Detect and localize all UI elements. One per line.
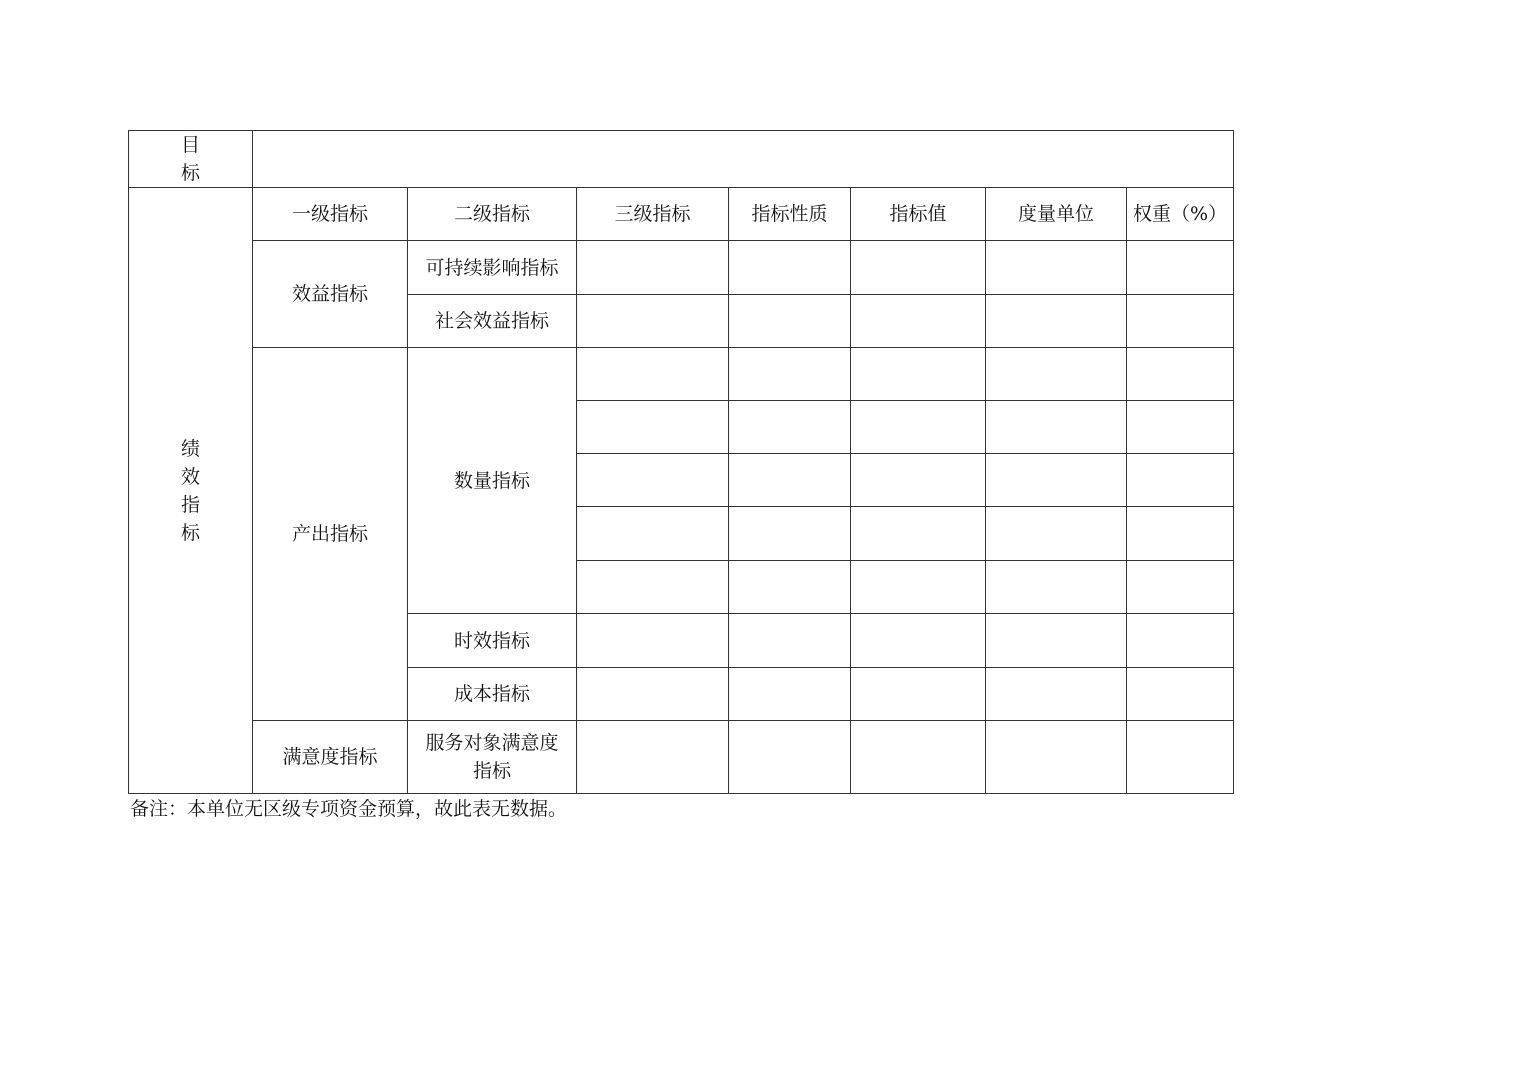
empty-cell bbox=[986, 348, 1127, 401]
empty-cell bbox=[986, 241, 1127, 295]
empty-cell bbox=[577, 295, 729, 348]
empty-cell bbox=[986, 721, 1127, 794]
level1-benefit: 效益指标 bbox=[253, 241, 408, 348]
level2-timeliness: 时效指标 bbox=[408, 614, 577, 668]
empty-cell bbox=[1127, 295, 1234, 348]
empty-cell bbox=[729, 348, 851, 401]
header-unit: 度量单位 bbox=[986, 188, 1127, 241]
empty-cell bbox=[851, 614, 986, 668]
level2-service-satisfaction: 服务对象满意度指标 bbox=[425, 732, 559, 782]
empty-cell bbox=[986, 401, 1127, 454]
empty-cell bbox=[729, 614, 851, 668]
empty-cell bbox=[577, 668, 729, 721]
level2-quantity: 数量指标 bbox=[408, 348, 577, 614]
empty-cell bbox=[577, 241, 729, 295]
empty-cell bbox=[851, 401, 986, 454]
empty-cell bbox=[729, 454, 851, 507]
empty-cell bbox=[729, 295, 851, 348]
header-value: 指标值 bbox=[851, 188, 986, 241]
level2-cost: 成本指标 bbox=[408, 668, 577, 721]
empty-cell bbox=[1127, 614, 1234, 668]
empty-cell bbox=[729, 668, 851, 721]
empty-cell bbox=[986, 614, 1127, 668]
performance-table bbox=[128, 130, 1234, 794]
header-row bbox=[129, 188, 1234, 241]
empty-cell bbox=[729, 561, 851, 614]
empty-cell bbox=[1127, 348, 1234, 401]
empty-cell bbox=[577, 561, 729, 614]
empty-cell bbox=[577, 454, 729, 507]
empty-cell bbox=[1127, 454, 1234, 507]
target-content-cell bbox=[253, 131, 1234, 188]
performance-label: 绩效指标 bbox=[180, 437, 200, 544]
level1-satisfaction: 满意度指标 bbox=[253, 721, 408, 794]
empty-cell bbox=[1127, 668, 1234, 721]
header-level3: 三级指标 bbox=[577, 188, 729, 241]
target-row bbox=[129, 131, 1234, 188]
header-level2: 二级指标 bbox=[408, 188, 577, 241]
empty-cell bbox=[729, 401, 851, 454]
target-label: 目标 bbox=[180, 134, 200, 184]
empty-cell bbox=[1127, 241, 1234, 295]
empty-cell bbox=[851, 668, 986, 721]
empty-cell bbox=[851, 507, 986, 561]
empty-cell bbox=[1127, 561, 1234, 614]
empty-cell bbox=[729, 241, 851, 295]
empty-cell bbox=[1127, 507, 1234, 561]
empty-cell bbox=[577, 507, 729, 561]
empty-cell bbox=[851, 348, 986, 401]
empty-cell bbox=[577, 348, 729, 401]
empty-cell bbox=[986, 668, 1127, 721]
empty-cell bbox=[577, 614, 729, 668]
empty-cell bbox=[851, 295, 986, 348]
level2-social: 社会效益指标 bbox=[408, 295, 577, 348]
table-row bbox=[129, 348, 1234, 401]
footnote: 备注：本单位无区级专项资金预算，故此表无数据。 bbox=[130, 798, 568, 820]
table-row bbox=[129, 241, 1234, 295]
performance-label-cell bbox=[129, 188, 253, 794]
empty-cell bbox=[986, 561, 1127, 614]
empty-cell bbox=[986, 454, 1127, 507]
empty-cell bbox=[851, 721, 986, 794]
empty-cell bbox=[1127, 401, 1234, 454]
header-level1: 一级指标 bbox=[253, 188, 408, 241]
empty-cell bbox=[986, 295, 1127, 348]
table-row bbox=[129, 721, 1234, 794]
target-label-cell bbox=[129, 131, 253, 188]
level1-output: 产出指标 bbox=[253, 348, 408, 721]
empty-cell bbox=[729, 721, 851, 794]
empty-cell bbox=[851, 241, 986, 295]
empty-cell bbox=[851, 454, 986, 507]
empty-cell bbox=[1127, 721, 1234, 794]
empty-cell bbox=[851, 561, 986, 614]
empty-cell bbox=[577, 721, 729, 794]
empty-cell bbox=[986, 507, 1127, 561]
level2-sustainable: 可持续影响指标 bbox=[408, 241, 577, 295]
empty-cell bbox=[577, 401, 729, 454]
empty-cell bbox=[729, 507, 851, 561]
header-nature: 指标性质 bbox=[729, 188, 851, 241]
header-weight: 权重（%） bbox=[1127, 188, 1234, 241]
level2-service-satisfaction-cell bbox=[408, 721, 577, 794]
